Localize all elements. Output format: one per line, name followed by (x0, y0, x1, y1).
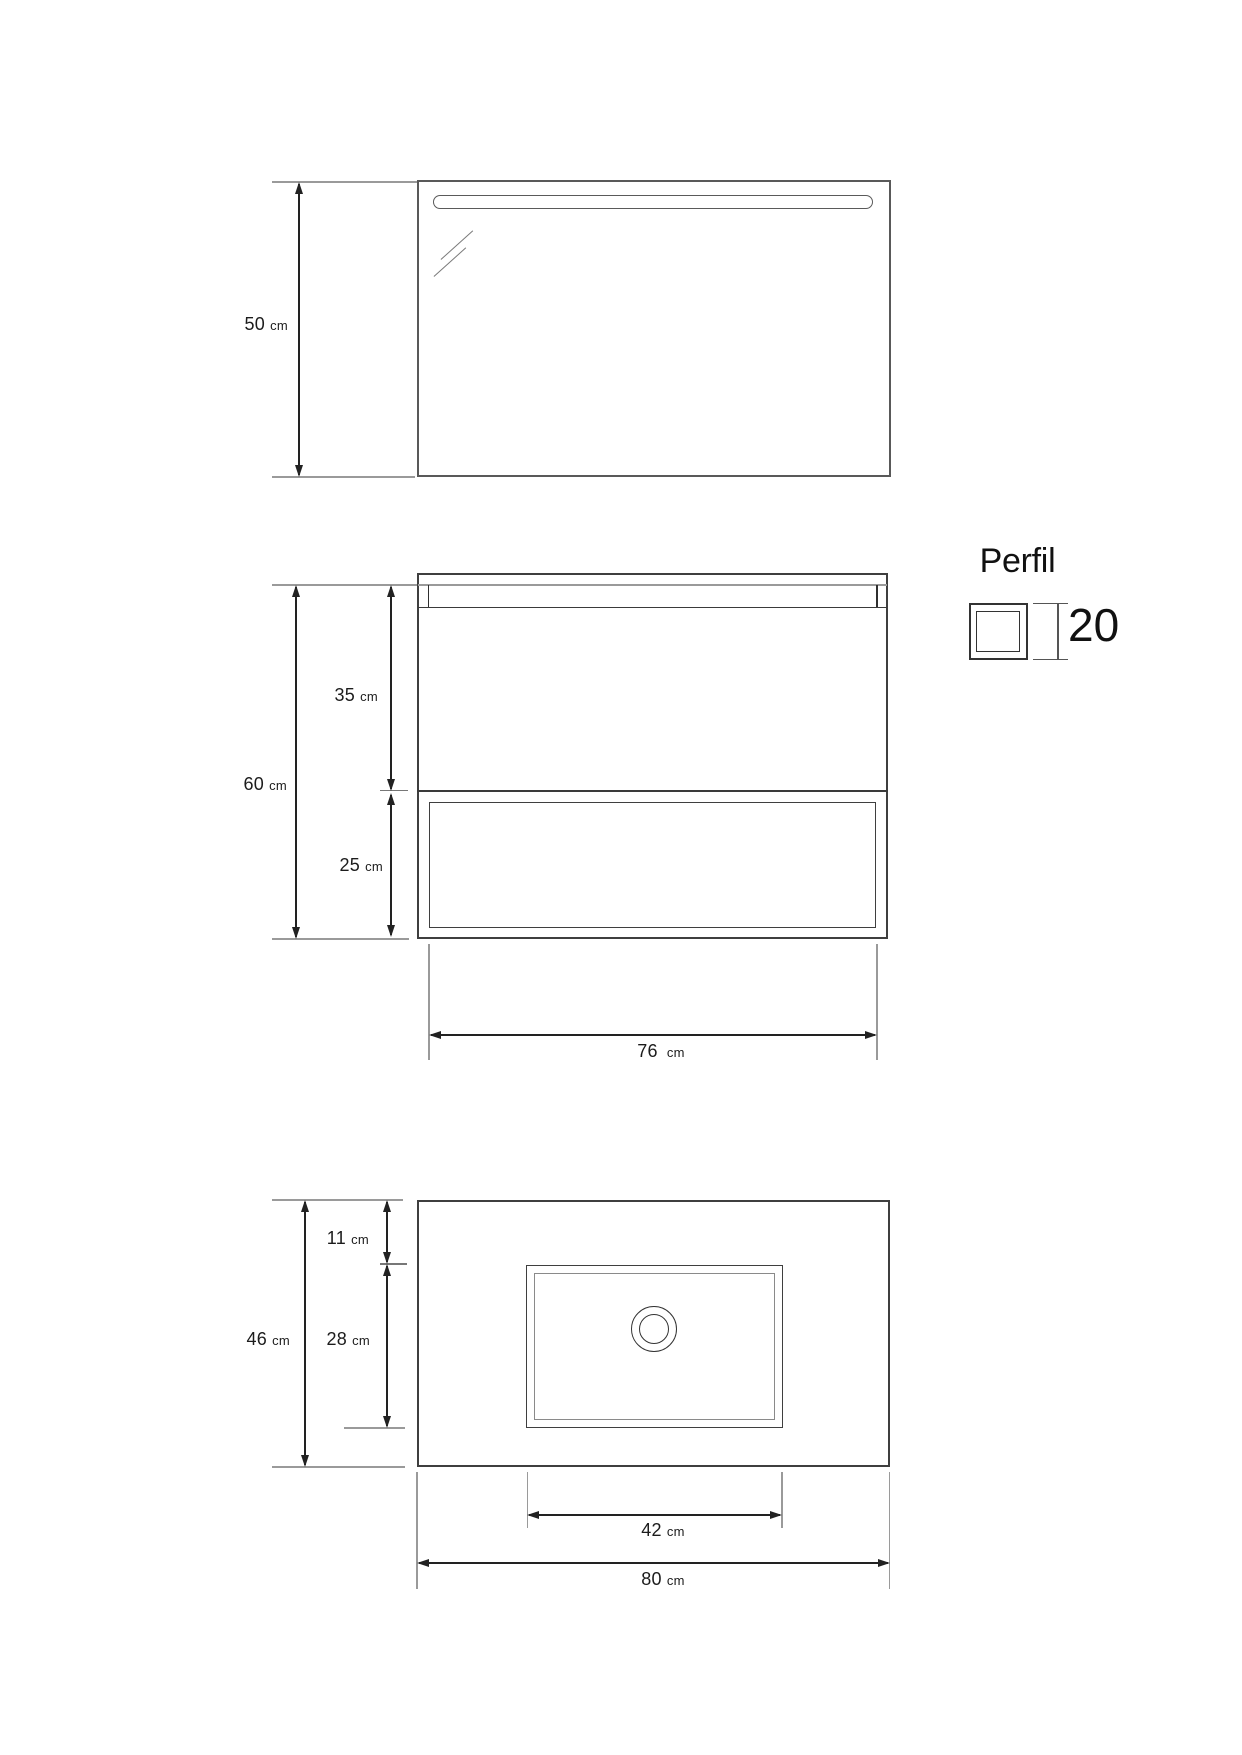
cabinet-width-label (611, 1041, 711, 1061)
dim-value: 35 (334, 684, 356, 705)
extension-line (876, 944, 877, 1060)
dimension-line (390, 587, 391, 789)
arrowhead-up-icon (295, 182, 303, 194)
extension-line (889, 1472, 890, 1589)
arrowhead-up-icon (387, 585, 395, 597)
dimension-line (431, 1034, 875, 1035)
extension-line (272, 476, 415, 477)
dim-value: 25 (339, 854, 361, 875)
arrowhead-right-icon (770, 1511, 782, 1519)
dim-unit: cm (272, 1332, 290, 1348)
dim-unit: cm (269, 777, 287, 793)
mirror-outline (417, 180, 891, 477)
dim-unit: cm (270, 317, 288, 333)
mirror-light-strip (433, 195, 873, 209)
dim-unit: cm (351, 1231, 369, 1247)
profile-inner-square (976, 611, 1020, 652)
arrowhead-up-icon (383, 1264, 391, 1276)
bracket-line (1057, 603, 1059, 659)
dimension-line (386, 1266, 387, 1426)
groove-end-cap (428, 585, 430, 607)
profile-title: Perfil (979, 542, 1056, 580)
dim-unit: cm (666, 1523, 685, 1539)
dimension-line (298, 184, 299, 475)
arrowhead-right-icon (878, 1559, 890, 1567)
dim-unit: cm (666, 1044, 685, 1060)
arrowhead-left-icon (417, 1559, 429, 1567)
sink-front-offset-label (309, 1228, 369, 1248)
dim-value: 11 (326, 1227, 347, 1248)
sink-width-label (613, 1520, 713, 1540)
groove-end-cap (876, 585, 878, 607)
extension-line (272, 181, 417, 182)
dim-unit: cm (365, 858, 383, 874)
bracket-top-tick (1033, 603, 1068, 605)
extension-line (428, 944, 429, 1060)
arrowhead-down-icon (383, 1416, 391, 1428)
arrowhead-left-icon (527, 1511, 539, 1519)
arrowhead-down-icon (387, 925, 395, 937)
dimension-line (304, 1202, 305, 1465)
arrowhead-down-icon (295, 465, 303, 477)
dim-value: 60 (243, 773, 265, 794)
arrowhead-up-icon (383, 1200, 391, 1212)
arrowhead-down-icon (383, 1252, 391, 1264)
mirror-height-label (228, 314, 288, 334)
extension-line (416, 1472, 417, 1589)
cabinet-upper-height-label (318, 685, 378, 705)
bracket-bottom-tick (1033, 659, 1068, 661)
extension-line (344, 1427, 405, 1428)
dim-value: 28 (326, 1328, 348, 1349)
dim-value: 80 (641, 1568, 662, 1589)
arrowhead-up-icon (387, 793, 395, 805)
arrowhead-left-icon (429, 1031, 441, 1039)
dim-value: 46 (246, 1328, 268, 1349)
dimension-line (390, 795, 391, 935)
dim-unit: cm (666, 1572, 685, 1588)
dimension-line (529, 1514, 780, 1515)
dim-unit: cm (352, 1332, 370, 1348)
dim-value: 42 (641, 1519, 662, 1540)
dim-value: 50 (244, 313, 266, 334)
extension-line (272, 1466, 405, 1467)
counter-depth-label (230, 1329, 290, 1349)
door-drawer-divider (417, 790, 888, 792)
arrowhead-right-icon (865, 1031, 877, 1039)
arrowhead-down-icon (387, 779, 395, 791)
dimension-line (419, 1562, 888, 1563)
cabinet-drawer-height-label (323, 855, 383, 875)
cabinet-handle-groove-line (418, 607, 887, 609)
drain-inner-circle (639, 1314, 669, 1344)
arrowhead-down-icon (292, 927, 300, 939)
dim-value: 76 (637, 1040, 658, 1061)
dimension-line (295, 587, 296, 937)
counter-width-label (613, 1569, 713, 1589)
cabinet-total-height-label (227, 774, 287, 794)
profile-thickness-value: 20 (1068, 599, 1120, 651)
sink-depth-label (310, 1329, 370, 1349)
arrowhead-up-icon (301, 1200, 309, 1212)
extension-line (781, 1472, 782, 1528)
arrowhead-up-icon (292, 585, 300, 597)
cabinet-top-groove-line (418, 584, 887, 585)
arrowhead-down-icon (301, 1455, 309, 1467)
extension-line (527, 1472, 528, 1528)
drawer-front-outline (429, 802, 876, 928)
dim-unit: cm (360, 688, 378, 704)
